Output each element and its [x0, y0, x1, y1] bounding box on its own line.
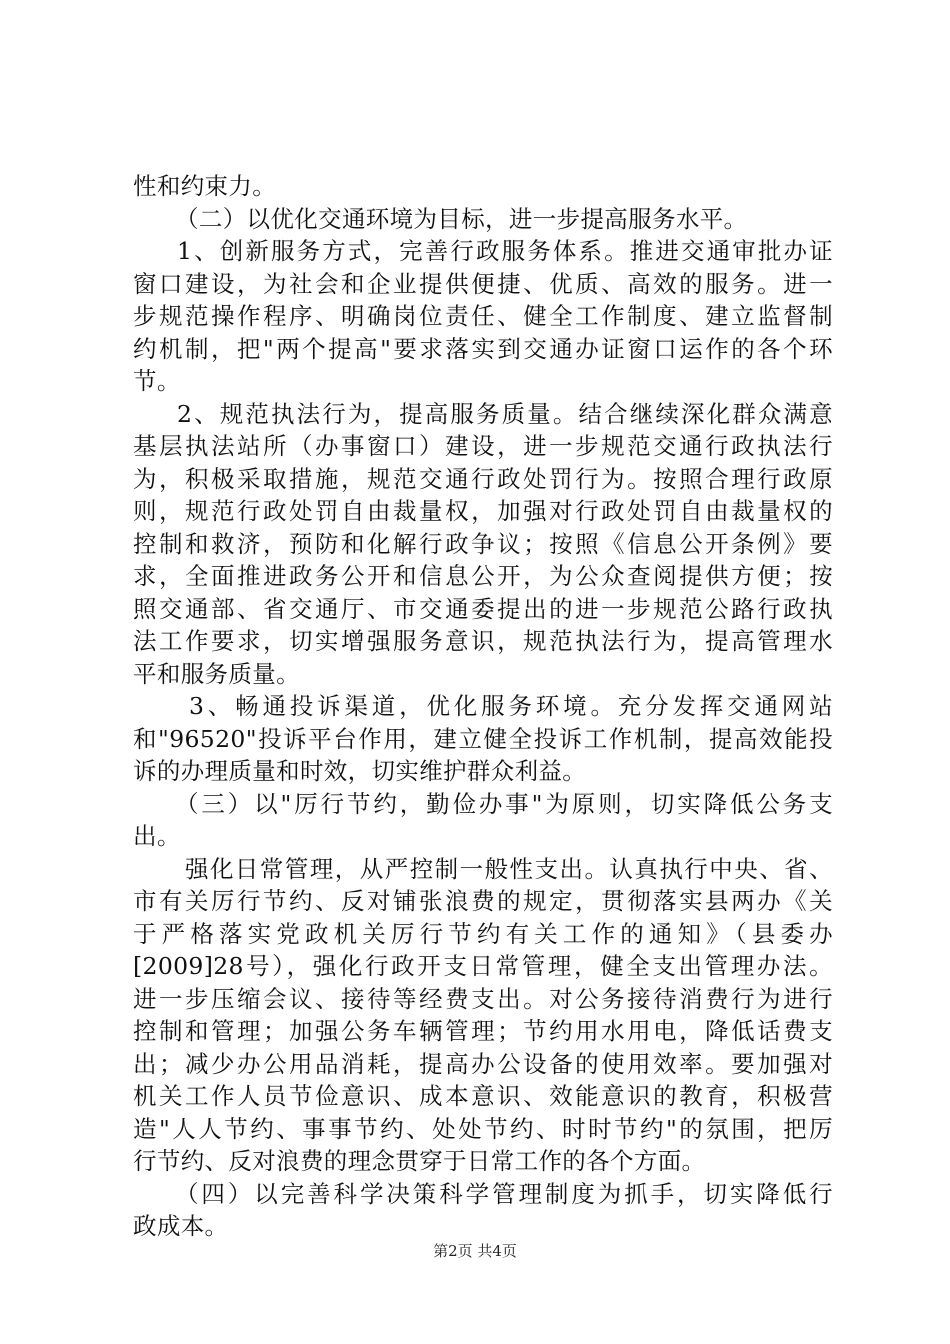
text-line: 控制和管理；加强公务车辆管理；节约用水用电，降低话费支 [133, 1017, 833, 1045]
text-line: 诉的办理质量和时效，切实维护群众利益。 [133, 757, 587, 785]
text-line: 窗口建设，为社会和企业提供便捷、优质、高效的服务。进一 [133, 269, 833, 298]
text-line: 行节约、反对浪费的理念贯穿于日常工作的各个方面。 [133, 1147, 706, 1175]
text-line: 进一步压缩会议、接待等经费支出。对公务接待消费行为进行 [133, 984, 833, 1013]
text-line: 求，全面推进政务公开和信息公开，为公众查阅提供方便；按 [133, 562, 833, 590]
text-line: 于严格落实党政机关厉行节约有关工作的通知》（县委办 [133, 919, 833, 948]
text-line: 出；减少办公用品消耗，提高办公设备的使用效率。要加强对 [133, 1049, 833, 1078]
text-line: 和"96520"投诉平台作用，建立健全投诉工作机制，提高效能投 [133, 724, 833, 753]
text-line: 3、畅通投诉渠道，优化服务环境。充分发挥交通网站 [189, 692, 833, 720]
text-line: 约机制，把"两个提高"要求落实到交通办证窗口运作的各个环 [133, 334, 833, 363]
text-line: 节。 [133, 367, 181, 395]
text-line: 基层执法站所（办事窗口）建设，进一步规范交通行政执法行 [133, 432, 833, 460]
text-line: 步规范操作程序、明确岗位责任、健全工作制度、建立监督制 [133, 302, 833, 330]
text-line: （四）以完善科学决策科学管理制度为抓手，切实降低行 [175, 1179, 833, 1208]
text-line: 平和服务质量。 [133, 659, 300, 688]
text-line: 机关工作人员节俭意识、成本意识、效能意识的教育，积极营 [133, 1082, 833, 1110]
text-line: 2、规范执法行为，提高服务质量。结合继续深化群众满意 [177, 399, 833, 428]
text-line: （三）以"厉行节约，勤俭办事"为原则，切实降低公务支 [175, 789, 833, 818]
page-number-footer: 第2页 共4页 [433, 1242, 517, 1260]
text-line: 法工作要求，切实增强服务意识，规范执法行为，提高管理水 [133, 627, 833, 655]
text-line: 造"人人节约、事事节约、处处节约、时时节约"的氛围，把厉 [133, 1114, 833, 1143]
text-line: （二）以优化交通环境为目标，进一步提高服务水平。 [175, 204, 748, 233]
text-line: [2009]28号），强化行政开支日常管理，健全支出管理办法。 [133, 952, 833, 980]
text-line: 1、创新服务方式，完善行政服务体系。推进交通审批办证 [177, 237, 833, 265]
text-line: 照交通部、省交通厅、市交通委提出的进一步规范公路行政执 [133, 594, 833, 623]
text-line: 出。 [133, 822, 181, 850]
document-body [133, 170, 833, 1243]
text-line: 政成本。 [133, 1212, 229, 1240]
text-line: 控制和救济，预防和化解行政争议；按照《信息公开条例》要 [133, 529, 833, 558]
text-line: 性和约束力。 [133, 172, 277, 200]
text-line: 为，积极采取措施，规范交通行政处罚行为。按照合理行政原 [133, 464, 833, 493]
text-line: 市有关厉行节约、反对铺张浪费的规定，贯彻落实县两办《关 [133, 887, 833, 915]
text-line: 强化日常管理，从严控制一般性支出。认真执行中央、省、 [185, 854, 833, 883]
text-line: 则，规范行政处罚自由裁量权，加强对行政处罚自由裁量权的 [133, 497, 833, 525]
